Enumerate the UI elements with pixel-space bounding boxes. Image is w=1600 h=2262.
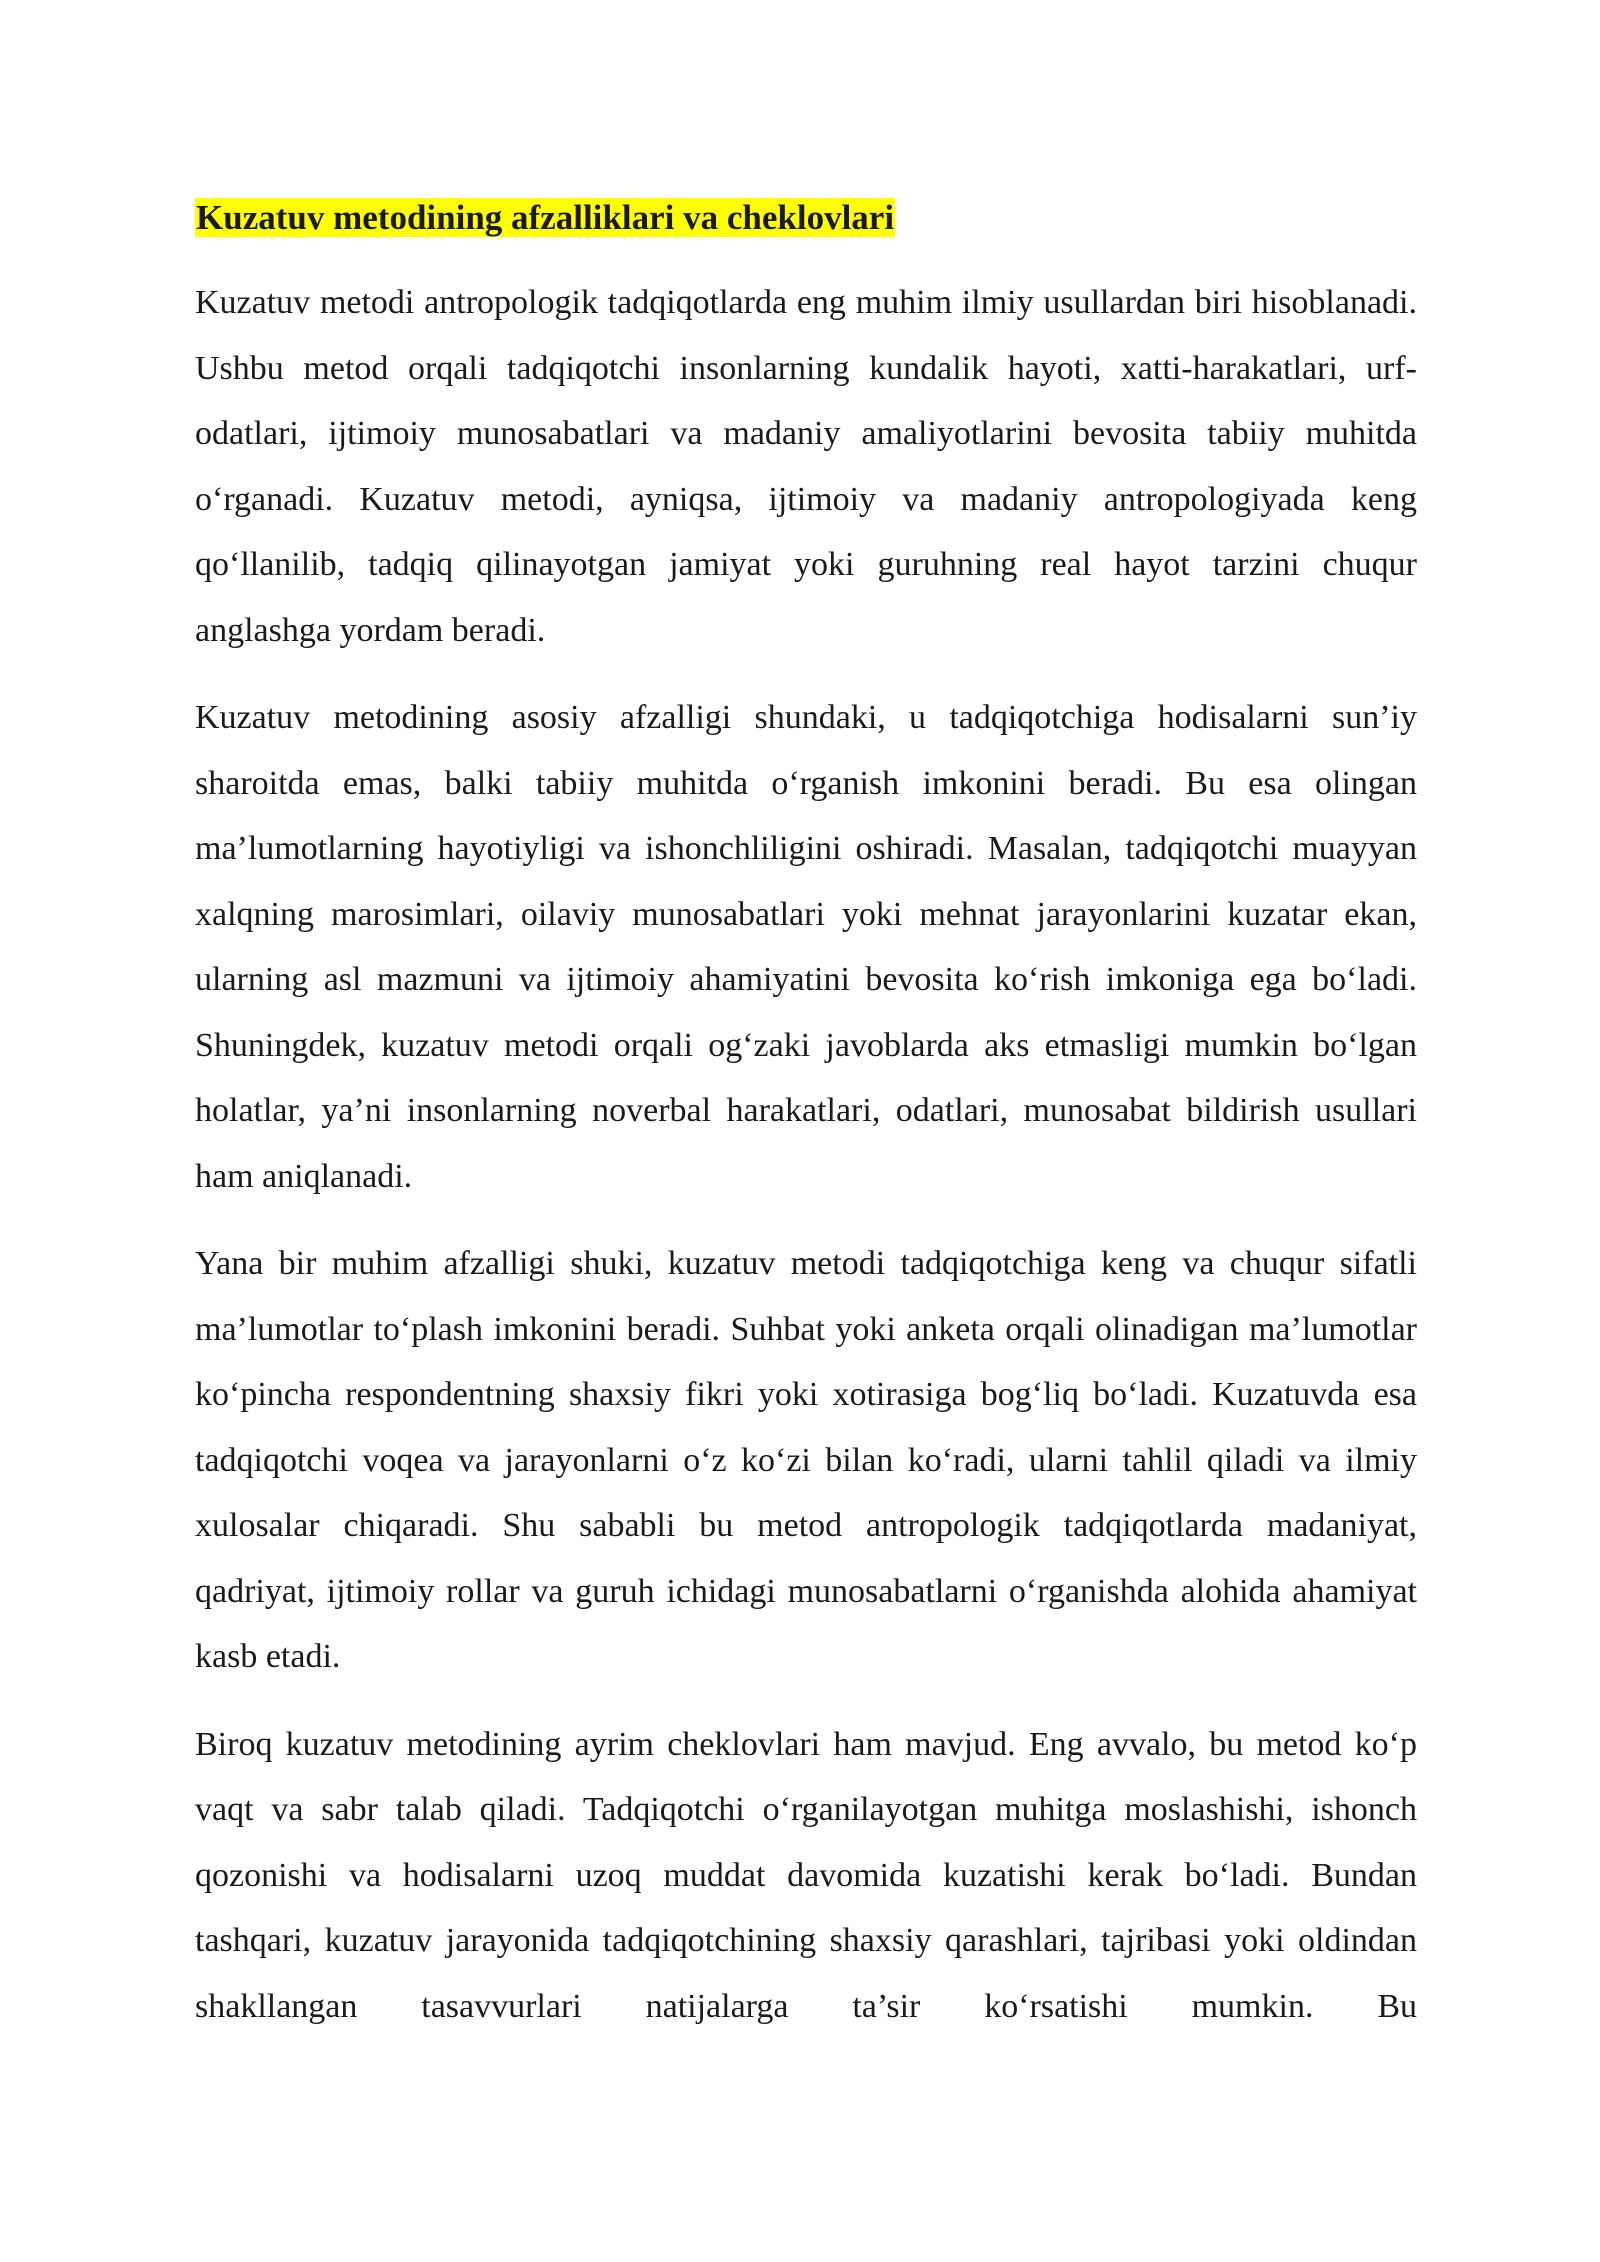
section-heading [195,190,1417,246]
paragraph-3: Yana bir muhim afzalligi shuki, kuzatuv metodi tadqiqotchiga keng va chuqur sifatli ma’lumotlar to‘plash imkonini beradi. Suhbat yoki anketa orqali olinadigan ma’lumotlar ko‘pincha respondentning shaxsiy fikri yoki xotirasiga bog‘liq bo‘ladi. Kuzatuvda esa tadqiqotchi voqea va jarayonlarni o‘z ko‘zi bilan ko‘radi, ularni tahlil qiladi va ilmiy xulosalar chiqaradi. Shu sababli bu metod antropologik tadqiqotlarda madaniyat, qadriyat, ijtimoiy rollar va guruh ichidagi munosabatlarni o‘rganishda alohida ahamiyat kasb etadi. [195,1245,1417,1675]
paragraph-1: Kuzatuv metodi antropologik tadqiqotlarda eng muhim ilmiy usullardan biri hisoblanadi. Ushbu metod orqali tadqiqotchi insonlarning kundalik hayoti, xatti-harakatlari, urf-odatlari, ijtimoiy munosabatlari va madaniy amaliyotlarini bevosita tabiiy muhitda o‘rganadi. Kuzatuv metodi, ayniqsa, ijtimoiy va madaniy antropologiyada keng qo‘llanilib, tadqiq qilinayotgan jamiyat yoki guruhning real hayot tarzini chuqur anglashga yordam beradi. [195,284,1417,649]
paragraph-4: Biroq kuzatuv metodining ayrim cheklovlari ham mavjud. Eng avvalo, bu metod ko‘p vaqt va sabr talab qiladi. Tadqiqotchi o‘rganilayotgan muhitga moslashishi, ishonch qozonishi va hodisalarni uzoq muddat davomida kuzatishi kerak bo‘ladi. Bundan tashqari, kuzatuv jarayonida tadqiqotchining shaxsiy qarashlari, tajribasi yoki oldindan shakllangan tasavvurlari natijalarga ta’sir ko‘rsatishi mumkin. Bu [195,1725,1417,2025]
paragraph-2: Kuzatuv metodining asosiy afzalligi shundaki, u tadqiqotchiga hodisalarni sun’iy sharoitda emas, balki tabiiy muhitda o‘rganish imkonini beradi. Bu esa olingan ma’lumotlarning hayotiyligi va ishonchliligini oshiradi. Masalan, tadqiqotchi muayyan xalqning marosimlari, oilaviy munosabatlari yoki mehnat jarayonlarini kuzatar ekan, ularning asl mazmuni va ijtimoiy ahamiyatini bevosita ko‘rish imkoniga ega bo‘ladi. Shuningdek, kuzatuv metodi orqali og‘zaki javoblarda aks etmasligi mumkin bo‘lgan holatlar, ya’ni insonlarning noverbal harakatlari, odatlari, munosabat bildirish usullari ham aniqlanadi. [195,699,1417,1195]
document-body [195,190,1417,2061]
heading-highlight: Kuzatuv metodining afzalliklari va cheklovlari [196,198,895,237]
